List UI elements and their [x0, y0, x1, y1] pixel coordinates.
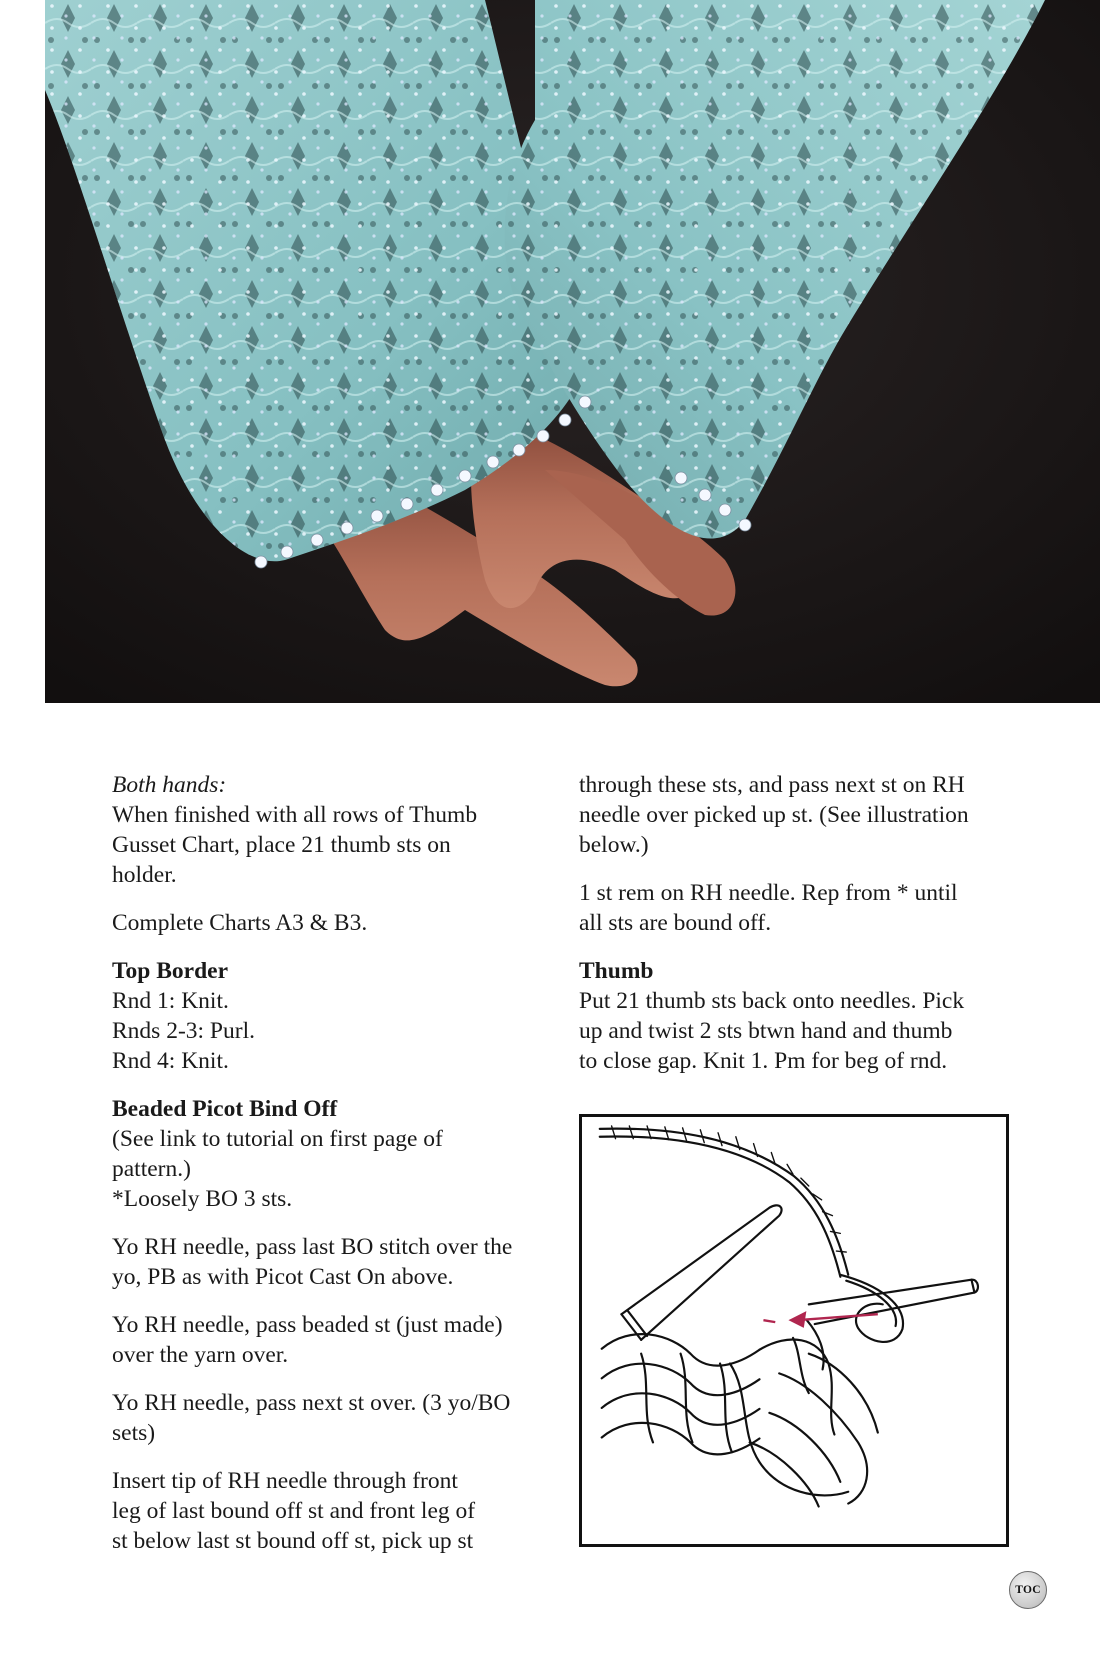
- intro-line: holder.: [112, 862, 177, 888]
- charts-paragraph: [112, 908, 552, 938]
- thumb-line: Put 21 thumb sts back onto needles. Pick: [579, 988, 965, 1014]
- bind-off-line: (See link to tutorial on first page of: [112, 1126, 443, 1152]
- step-paragraph: [112, 1388, 552, 1448]
- step-line: Yo RH needle, pass next st over. (3 yo/BO: [112, 1390, 511, 1416]
- toc-label: TOC: [1015, 1584, 1041, 1596]
- top-border-section: [112, 956, 552, 1076]
- step-line: st below last st bound off st, pick up st: [112, 1528, 474, 1554]
- bind-off-section: [112, 1094, 552, 1214]
- charts-line: Complete Charts A3 & B3.: [112, 910, 368, 936]
- continued-line: needle over picked up st. (See illustration: [579, 802, 969, 828]
- thumb-section: [579, 956, 1019, 1076]
- intro-line: When finished with all rows of Thumb: [112, 802, 478, 828]
- step-line: Insert tip of RH needle through front: [112, 1468, 458, 1494]
- continued-paragraph: [579, 770, 1019, 860]
- bind-off-heading: Beaded Picot Bind Off: [112, 1096, 338, 1122]
- intro-paragraph: [112, 770, 552, 890]
- continued-line: below.): [579, 832, 649, 858]
- right-column: [579, 770, 1019, 1094]
- thumb-line: up and twist 2 sts btwn hand and thumb: [579, 1018, 953, 1044]
- bind-off-line: *Loosely BO 3 sts.: [112, 1186, 293, 1212]
- round-instruction: Rnd 1: Knit.: [112, 988, 229, 1014]
- step-line: yo, PB as with Picot Cast On above.: [112, 1264, 454, 1290]
- round-instruction: Rnds 2-3: Purl.: [112, 1018, 255, 1044]
- step-line: over the yarn over.: [112, 1342, 289, 1368]
- step-line: Yo RH needle, pass beaded st (just made): [112, 1312, 503, 1338]
- left-column: [112, 770, 552, 1574]
- bind-off-illustration: [579, 1114, 1009, 1547]
- knitting-needle-bind-off-illustration-icon: [582, 1117, 1006, 1544]
- thumb-line: to close gap. Knit 1. Pm for beg of rnd.: [579, 1048, 948, 1074]
- step-paragraph: [112, 1466, 552, 1556]
- step-paragraph: [112, 1310, 552, 1370]
- bind-off-line: pattern.): [112, 1156, 191, 1182]
- step-line: Yo RH needle, pass last BO stitch over the: [112, 1234, 513, 1260]
- toc-badge-icon[interactable]: [1009, 1571, 1047, 1609]
- top-border-heading: Top Border: [112, 958, 228, 984]
- remaining-paragraph: [579, 878, 1019, 938]
- intro-line: Gusset Chart, place 21 thumb sts on: [112, 832, 451, 858]
- thumb-heading: Thumb: [579, 958, 654, 984]
- step-line: sets): [112, 1420, 156, 1446]
- step-paragraph: [112, 1232, 552, 1292]
- round-instruction: Rnd 4: Knit.: [112, 1048, 229, 1074]
- hero-photo-beaded-lace-mitts: [45, 0, 1100, 703]
- remaining-line: all sts are bound off.: [579, 910, 772, 936]
- step-line: leg of last bound off st and front leg of: [112, 1498, 476, 1524]
- continued-line: through these sts, and pass next st on RH: [579, 772, 965, 798]
- both-hands-label: Both hands:: [112, 772, 227, 798]
- remaining-line: 1 st rem on RH needle. Rep from * until: [579, 880, 958, 906]
